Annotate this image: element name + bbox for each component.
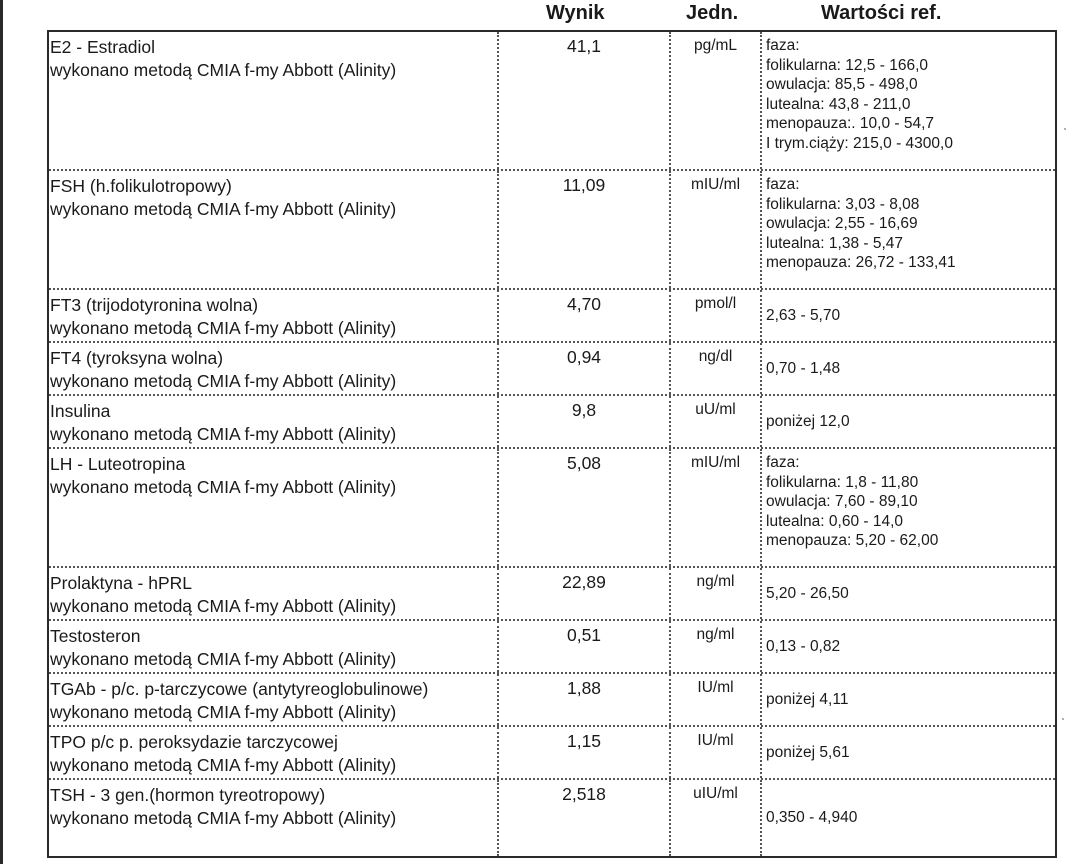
table-row: [49, 727, 1055, 780]
reference-line: lutealna: 0,60 - 14,0: [766, 512, 904, 530]
test-method: wykonano metodą CMIA f-my Abbott (Alinity): [50, 808, 397, 828]
reference-line: faza:: [766, 176, 800, 193]
table-row: [49, 449, 1055, 568]
unit-value: mIU/ml: [690, 176, 741, 193]
test-name: FT3 (trijodotyronina wolna): [50, 295, 259, 315]
test-name-cell: [50, 36, 494, 82]
test-name: FT4 (tyroksyna wolna): [50, 348, 224, 368]
column-separator: [760, 290, 762, 341]
test-name-cell: [50, 175, 494, 221]
reference-line: 5,20 - 26,50: [766, 584, 849, 602]
result-value: 4,70: [566, 294, 602, 314]
reference-line: 0,13 - 0,82: [766, 637, 841, 655]
table-row: [49, 621, 1055, 674]
test-method: wykonano metodą CMIA f-my Abbott (Alinity): [50, 702, 397, 722]
test-method: wykonano metodą CMIA f-my Abbott (Alinity): [50, 755, 397, 775]
test-name: E2 - Estradiol: [50, 37, 156, 57]
column-separator: [760, 568, 762, 619]
test-name-cell: [50, 572, 494, 618]
header-result: Wynik: [546, 2, 605, 24]
reference-line: poniżej 5,61: [766, 743, 850, 761]
header-unit: Jedn.: [686, 2, 739, 24]
test-method: wykonano metodą CMIA f-my Abbott (Alinity): [50, 477, 397, 497]
reference-range: [766, 36, 1051, 154]
table-row: [49, 290, 1055, 343]
unit-value: IU/ml: [697, 732, 734, 749]
unit-value: uU/ml: [695, 401, 736, 418]
reference-line: folikularna: 3,03 - 8,08: [766, 195, 920, 213]
reference-line: menopauza:. 10,0 - 54,7: [766, 115, 935, 133]
reference-range: [766, 175, 1051, 273]
table-row: [49, 780, 1055, 856]
scan-left-edge: [0, 0, 3, 864]
table-row: [49, 568, 1055, 621]
test-name-cell: [50, 400, 494, 446]
reference-line: poniżej 4,11: [766, 690, 849, 708]
reference-line: folikularna: 1,8 - 11,80: [766, 473, 919, 491]
unit-value: ng/ml: [696, 573, 735, 590]
reference-line: 0,350 - 4,940: [766, 809, 858, 827]
reference-line: poniżej 12,0: [766, 412, 850, 430]
reference-range: [766, 743, 1051, 763]
test-name: FSH (h.folikulotropowy): [50, 176, 232, 196]
result-value: 0,51: [566, 625, 602, 645]
test-name: TGAb - p/c. p-tarczycowe (antytyreoglobulinowe): [50, 679, 429, 699]
test-method: wykonano metodą CMIA f-my Abbott (Alinity): [50, 318, 397, 338]
column-separator: [760, 32, 762, 169]
column-separator: [760, 449, 762, 566]
reference-line: menopauza: 5,20 - 62,00: [766, 532, 939, 550]
result-value: 0,94: [566, 347, 602, 367]
test-name: Insulina: [50, 401, 111, 421]
header-reference: Wartości ref.: [821, 2, 942, 24]
column-separator: [760, 396, 762, 447]
column-separator: [760, 621, 762, 672]
column-separator: [760, 674, 762, 725]
reference-line: lutealna: 43,8 - 211,0: [766, 95, 911, 113]
reference-range: [766, 690, 1051, 710]
unit-value: pmol/l: [694, 295, 737, 312]
result-value: 5,08: [566, 453, 602, 473]
test-name-cell: [50, 678, 494, 724]
test-method: wykonano metodą CMIA f-my Abbott (Alinity): [50, 596, 397, 616]
result-value: 41,1: [566, 36, 602, 56]
unit-value: IU/ml: [697, 679, 734, 696]
reference-line: lutealna: 1,38 - 5,47: [766, 234, 904, 252]
unit-value: ng/ml: [696, 626, 735, 643]
reference-range: [766, 637, 1051, 657]
scan-speck: [1062, 718, 1064, 720]
reference-range: [766, 584, 1051, 604]
result-value: 2,518: [562, 784, 606, 804]
reference-range: [766, 306, 1051, 326]
scan-speck: [1064, 128, 1066, 130]
result-value: 11,09: [562, 175, 606, 195]
reference-line: menopauza: 26,72 - 133,41: [766, 254, 956, 272]
result-value: 9,8: [571, 400, 597, 420]
results-table: [47, 30, 1057, 858]
test-name: Prolaktyna - hPRL: [50, 573, 193, 593]
test-method: wykonano metodą CMIA f-my Abbott (Alinity): [50, 60, 397, 80]
test-name-cell: [50, 731, 494, 777]
column-separator: [760, 727, 762, 778]
column-separator: [760, 780, 762, 856]
reference-line: folikularna: 12,5 - 166,0: [766, 56, 928, 74]
reference-line: 0,70 - 1,48: [766, 359, 841, 377]
column-separator: [760, 343, 762, 394]
column-separator: [760, 171, 762, 288]
test-method: wykonano metodą CMIA f-my Abbott (Alinity): [50, 424, 397, 444]
reference-line: I trym.ciąży: 215,0 - 4300,0: [766, 134, 953, 152]
reference-range: [766, 412, 1051, 432]
unit-value: ng/dl: [698, 348, 733, 365]
test-method: wykonano metodą CMIA f-my Abbott (Alinity): [50, 371, 397, 391]
result-value: 1,88: [566, 678, 602, 698]
reference-line: owulacja: 85,5 - 498,0: [766, 76, 918, 94]
test-name-cell: [50, 453, 494, 499]
reference-range: [766, 359, 1051, 379]
table-row: [49, 171, 1055, 290]
reference-line: 2,63 - 5,70: [766, 306, 841, 324]
result-value: 22,89: [562, 572, 606, 592]
reference-range: [766, 808, 1051, 828]
test-name: LH - Luteotropina: [50, 454, 186, 474]
table-row: [49, 343, 1055, 396]
test-name-cell: [50, 347, 494, 393]
table-row: [49, 674, 1055, 727]
reference-line: owulacja: 7,60 - 89,10: [766, 493, 918, 511]
unit-value: mIU/ml: [690, 454, 741, 471]
test-name: TSH - 3 gen.(hormon tyreotropowy): [50, 785, 326, 805]
reference-line: faza:: [766, 37, 800, 54]
table-row: [49, 32, 1055, 171]
test-name-cell: [50, 294, 494, 340]
unit-value: pg/mL: [693, 37, 738, 54]
result-value: 1,15: [566, 731, 602, 751]
test-name-cell: [50, 625, 494, 671]
reference-line: owulacja: 2,55 - 16,69: [766, 215, 918, 233]
reference-line: faza:: [766, 454, 800, 471]
test-method: wykonano metodą CMIA f-my Abbott (Alinity): [50, 649, 397, 669]
reference-range: [766, 453, 1051, 551]
unit-value: uIU/ml: [693, 785, 738, 802]
test-name: TPO p/c p. peroksydazie tarczycowej: [50, 732, 338, 752]
test-name-cell: [50, 784, 494, 830]
test-name: Testosteron: [50, 626, 141, 646]
table-row: [49, 396, 1055, 449]
test-method: wykonano metodą CMIA f-my Abbott (Alinity): [50, 199, 397, 219]
